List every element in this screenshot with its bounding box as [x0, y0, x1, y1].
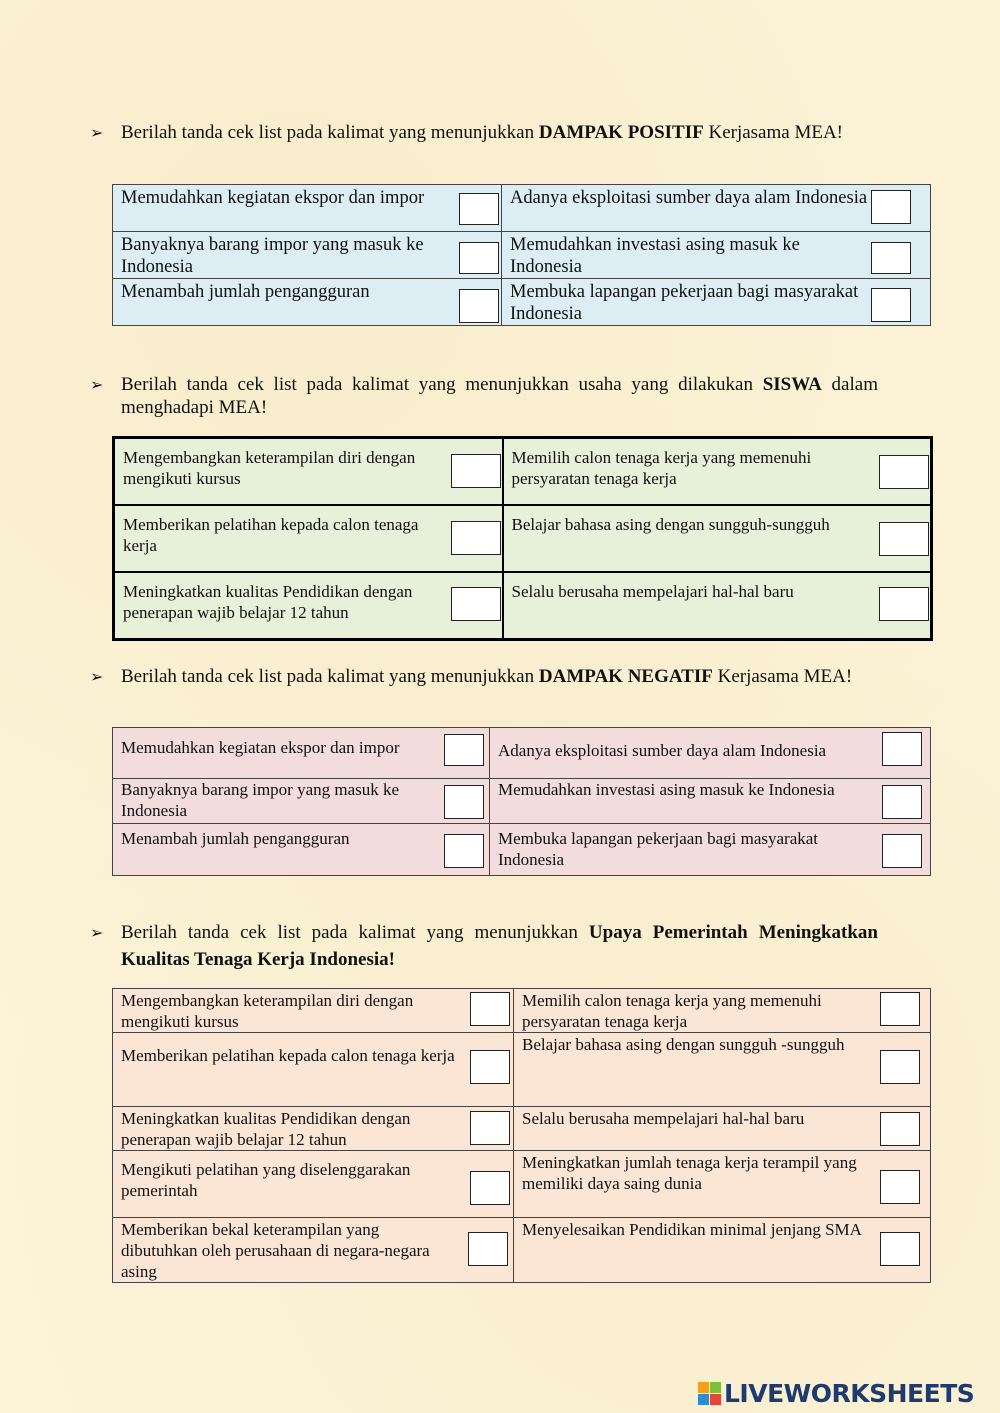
option-cell: [503, 438, 932, 506]
option-cell: [490, 779, 931, 824]
option-cell: [113, 728, 490, 779]
checkbox[interactable]: [470, 992, 510, 1026]
checkbox[interactable]: [879, 455, 929, 489]
checkbox[interactable]: [444, 834, 484, 868]
option-cell: [490, 728, 931, 779]
table-row: [113, 1218, 931, 1283]
option-cell: [502, 185, 931, 232]
option-text: Memudahkan investasi asing masuk ke Indonesia: [498, 780, 835, 799]
option-text: Memudahkan investasi asing masuk ke Indonesia: [510, 235, 800, 277]
option-text: Memberikan bekal keterampilan yang dibutuhkan oleh perusahaan di negara-negara asing: [121, 1220, 430, 1281]
instruction-1-text: Berilah tanda cek list pada kalimat yang menunjukkan: [121, 122, 539, 143]
option-cell: [514, 1151, 931, 1218]
instruction-2-text: Berilah tanda cek list pada kalimat yang menunjukkan usaha yang dilakukan: [121, 374, 763, 395]
checkbox[interactable]: [871, 242, 911, 274]
option-text: Belajar bahasa asing dengan sungguh -sungguh: [522, 1035, 845, 1054]
option-cell: [503, 505, 932, 572]
table-dampak-negatif: [112, 727, 931, 876]
option-cell: [514, 1218, 931, 1283]
checkbox[interactable]: [880, 1232, 920, 1266]
checkbox[interactable]: [444, 734, 484, 766]
table-row: [114, 438, 932, 506]
option-cell: [113, 1218, 514, 1283]
checkbox[interactable]: [879, 522, 929, 556]
instruction-1-bold: DAMPAK POSITIF: [538, 122, 704, 143]
checkbox[interactable]: [470, 1171, 510, 1205]
option-cell: [490, 824, 931, 876]
option-cell: [114, 505, 503, 572]
option-text: Banyaknya barang impor yang masuk ke Indonesia: [121, 780, 400, 820]
table-row: [113, 779, 931, 824]
checkbox[interactable]: [880, 1170, 920, 1204]
checkbox[interactable]: [459, 242, 499, 274]
table-row: [113, 185, 931, 232]
option-cell: [113, 824, 490, 876]
option-cell: [113, 1107, 514, 1151]
option-cell: [514, 989, 931, 1033]
table-row: [113, 1107, 931, 1151]
checkbox[interactable]: [451, 454, 501, 488]
instruction-4: [90, 919, 878, 973]
checkbox[interactable]: [882, 834, 922, 868]
liveworksheets-logo-icon: [698, 1382, 722, 1406]
option-text: Adanya eksploitasi sumber daya alam Indonesia: [510, 188, 868, 208]
option-text: Menyelesaikan Pendidikan minimal jenjang SMA: [522, 1220, 862, 1239]
checkbox[interactable]: [879, 587, 929, 621]
option-text: Membuka lapangan pekerjaan bagi masyarakat Indonesia: [510, 282, 859, 324]
instruction-1: [90, 121, 878, 144]
table-upaya-pemerintah: [112, 988, 931, 1283]
option-text: Memudahkan kegiatan ekspor dan impor: [121, 188, 425, 208]
checkbox[interactable]: [882, 732, 922, 766]
checkbox[interactable]: [470, 1050, 510, 1084]
option-cell: [113, 1151, 514, 1218]
option-cell: [114, 438, 503, 506]
table-row: [113, 232, 931, 279]
option-cell: [113, 232, 502, 279]
table-row: [113, 728, 931, 779]
checkbox[interactable]: [444, 785, 484, 819]
option-cell: [113, 279, 502, 326]
checkbox[interactable]: [880, 1050, 920, 1084]
option-cell: [113, 779, 490, 824]
arrow-bullet-icon: ➢: [90, 923, 104, 942]
option-cell: [113, 1033, 514, 1107]
table-dampak-positif: [112, 184, 931, 326]
instruction-2-bold: SISWA: [762, 374, 822, 395]
option-text: Meningkatkan kualitas Pendidikan dengan penerapan wajib belajar 12 tahun: [123, 582, 413, 622]
table-usaha-siswa: [112, 436, 933, 641]
table-row: [114, 572, 932, 640]
instruction-4-text: Berilah tanda cek list pada kalimat yang menunjukkan: [121, 922, 589, 943]
table-row: [114, 505, 932, 572]
instruction-3-tail: Kerjasama MEA!: [712, 666, 853, 687]
instruction-3: [90, 665, 878, 688]
option-text: Menambah jumlah pengangguran: [121, 282, 370, 302]
option-text: Banyaknya barang impor yang masuk ke Indonesia: [121, 235, 424, 277]
option-text: Belajar bahasa asing dengan sungguh-sungguh: [511, 515, 830, 534]
arrow-bullet-icon: ➢: [90, 375, 104, 394]
table-row: [113, 824, 931, 876]
option-text: Adanya eksploitasi sumber daya alam Indonesia: [498, 741, 827, 760]
arrow-bullet-icon: ➢: [90, 123, 104, 142]
checkbox[interactable]: [880, 1112, 920, 1146]
option-text: Meningkatkan kualitas Pendidikan dengan penerapan wajib belajar 12 tahun: [121, 1109, 411, 1149]
option-text: Selalu berusaha mempelajari hal-hal baru: [522, 1109, 805, 1128]
checkbox[interactable]: [871, 288, 911, 322]
table-row: [113, 279, 931, 326]
instruction-3-text: Berilah tanda cek list pada kalimat yang menunjukkan: [121, 666, 539, 687]
option-text: Mengembangkan keterampilan diri dengan mengikuti kursus: [121, 991, 414, 1031]
option-text: Mengembangkan keterampilan diri dengan mengikuti kursus: [123, 448, 416, 488]
arrow-bullet-icon: ➢: [90, 667, 104, 686]
option-cell: [114, 572, 503, 640]
option-text: Meningkatkan jumlah tenaga kerja terampil yang memiliki daya saing dunia: [522, 1153, 857, 1193]
option-text: Menambah jumlah pengangguran: [121, 829, 350, 848]
brand-name: LIVEWORKSHEETS: [724, 1379, 975, 1408]
option-cell: [502, 279, 931, 326]
option-cell: [113, 989, 514, 1033]
checkbox[interactable]: [882, 785, 922, 819]
checkbox[interactable]: [468, 1232, 508, 1266]
option-cell: [113, 185, 502, 232]
option-text: Membuka lapangan pekerjaan bagi masyarakat Indonesia: [498, 829, 819, 869]
instruction-1-tail: Kerjasama MEA!: [703, 122, 843, 143]
checkbox[interactable]: [459, 193, 499, 225]
checkbox[interactable]: [470, 1111, 510, 1145]
instruction-2: [90, 373, 878, 419]
checkbox[interactable]: [459, 289, 499, 323]
instruction-3-bold: DAMPAK NEGATIF: [538, 666, 713, 687]
option-cell: [514, 1033, 931, 1107]
liveworksheets-logo[interactable]: [698, 1380, 994, 1410]
checkbox[interactable]: [871, 190, 911, 224]
option-text: Memberikan pelatihan kepada calon tenaga kerja: [123, 515, 419, 555]
option-text: Selalu berusaha mempelajari hal-hal baru: [511, 582, 794, 601]
instruction-4-bold: Upaya Pemerintah Meningkatkan Kualitas Tenaga Kerja Indonesia!: [121, 922, 878, 970]
checkbox[interactable]: [451, 587, 501, 621]
option-cell: [502, 232, 931, 279]
table-row: [113, 1151, 931, 1218]
option-text: Memilih calon tenaga kerja yang memenuhi persyaratan tenaga kerja: [511, 448, 812, 488]
option-text: Memudahkan kegiatan ekspor dan impor: [121, 738, 400, 757]
table-row: [113, 989, 931, 1033]
checkbox[interactable]: [880, 992, 920, 1026]
checkbox[interactable]: [451, 521, 501, 555]
table-row: [113, 1033, 931, 1107]
option-text: Mengikuti pelatihan yang diselenggarakan pemerintah: [121, 1160, 411, 1200]
option-text: Memberikan pelatihan kepada calon tenaga kerja: [121, 1046, 455, 1065]
option-cell: [503, 572, 932, 640]
option-cell: [514, 1107, 931, 1151]
option-text: Memilih calon tenaga kerja yang memenuhi persyaratan tenaga kerja: [522, 991, 822, 1031]
instruction-2-tail: dalam menghadapi MEA!: [121, 374, 878, 418]
